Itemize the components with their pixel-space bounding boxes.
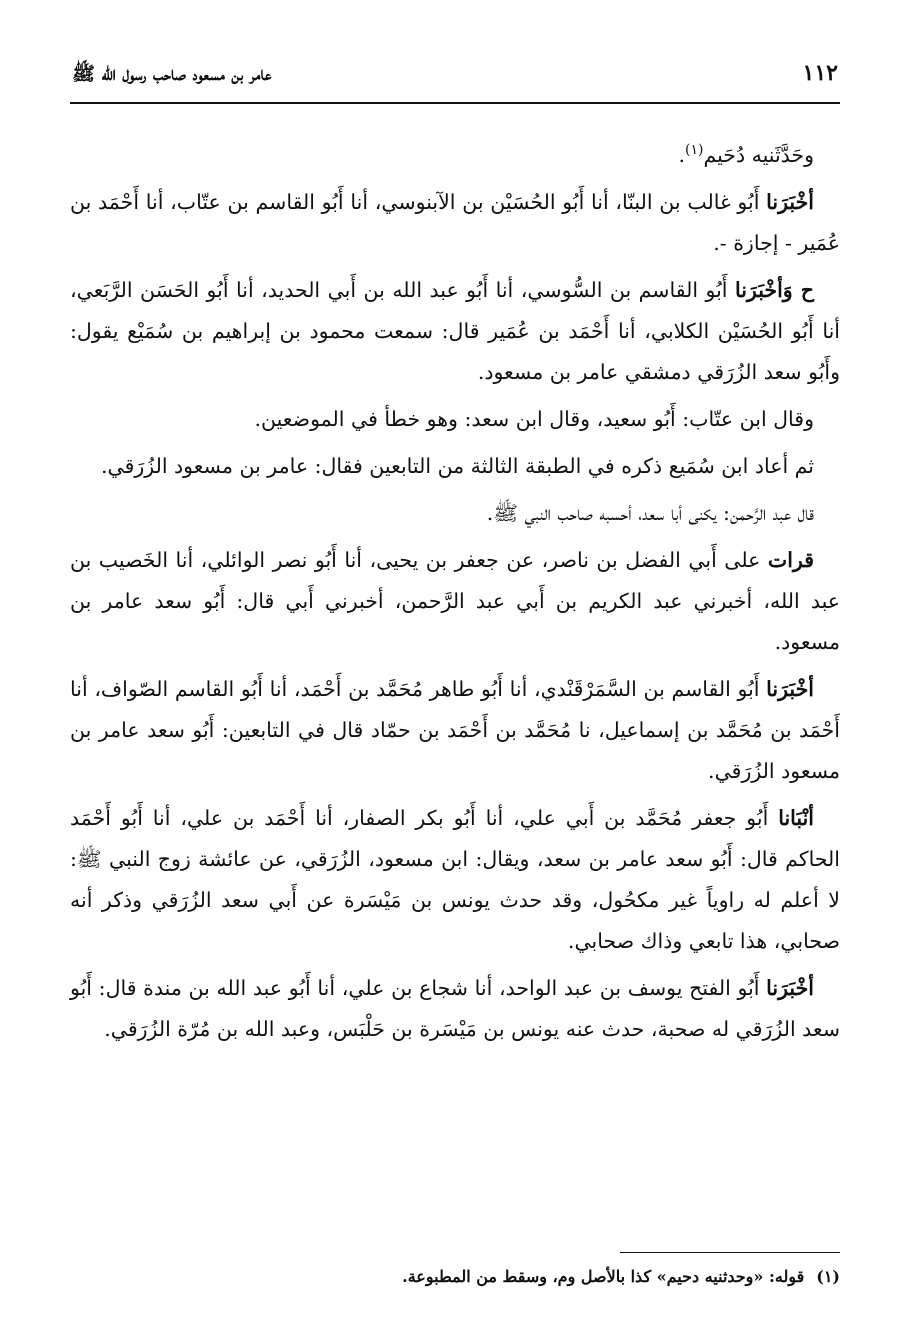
- paragraph: [70, 399, 840, 440]
- paragraph-text: أَبُو القاسم بن السَّمَرْقَنْدي، أنا أَبُو طاهر مُحَمَّد بن أَحْمَد، أنا أَبُو القاسم الصّواف، أنا أَحْمَد بن مُحَمَّد بن إسماعيل، نا مُحَمَّد بن أَحْمَد بن حمّاد قال في التابعين: أَبُو سعد عامر بن مسعود الزُرَقي.: [70, 676, 840, 783]
- paragraph-lead: قرات: [767, 547, 814, 572]
- paragraph-tail: .: [678, 142, 685, 167]
- footnote: [70, 1264, 840, 1290]
- book-page: [70, 60, 840, 1300]
- paragraph: [70, 798, 840, 962]
- footnote-text: قوله: «وحدثنيه دحيم» كذا بالأصل وم، وسقط من المطبوعة.: [402, 1267, 805, 1286]
- paragraph-text: على أَبي الفضل بن ناصر، عن جعفر بن يحيى، أنا أَبُو نصر الوائلي، أنا الخَصيب بن عبد الله، أخبرني عبد الكريم بن أَبي عبد الرَّحمن، أخبرني أَبي قال: أَبُو سعد عامر بن مسعود.: [70, 547, 840, 654]
- paragraph: [70, 669, 840, 792]
- paragraph: [70, 540, 840, 663]
- footnote-reference[interactable]: (١): [684, 142, 704, 158]
- paragraph-text: قال عبد الرَّحمن: يكنى أبا سعد، أحسبه صاحب النبي ﷺ.: [486, 500, 814, 525]
- paragraph-lead: أخْبَرَنا: [766, 975, 814, 1000]
- paragraph: [70, 130, 840, 176]
- paragraph: [70, 493, 840, 534]
- paragraph: [70, 968, 840, 1050]
- paragraph-lead: أنْبَانا: [778, 805, 814, 830]
- paragraph-text: وقال ابن عتّاب: أَبُو سعيد، وقال ابن سعد: وهو خطأ في الموضعين.: [254, 406, 814, 431]
- footnote-divider: [620, 1252, 840, 1253]
- paragraph: [70, 270, 840, 393]
- main-text: [70, 130, 840, 1050]
- paragraph-text: وحَدَّثَنيه دُحَيم: [703, 142, 814, 167]
- paragraph-lead: أخْبَرَنا: [766, 189, 814, 214]
- page-number: ١١٢: [802, 60, 838, 86]
- paragraph: [70, 182, 840, 264]
- paragraph-text: أَبُو غالب بن البنّا، أنا أَبُو الحُسَيْن بن الآبنوسي، أنا أَبُو القاسم بن عتّاب، أنا أَحْمَد بن عُمَير - إجازة -.: [70, 189, 840, 255]
- running-head: [70, 60, 840, 104]
- paragraph-text: ثم أعاد ابن سُمَيع ذكره في الطبقة الثالثة من التابعين فقال: عامر بن مسعود الزُرَقي.: [100, 453, 814, 478]
- footnote-number: (١): [816, 1267, 840, 1286]
- paragraph-text: أَبُو القاسم بن السُّوسي، أنا أَبُو عبد الله بن أَبي الحديد، أنا أَبُو الحَسَن الرَّبَعي، أنا أَبُو الحُسَيْن الكلابي، أنا أَحْمَد بن عُمَير قال: سمعت محمود بن إبراهيم بن سُمَيْع يقول: وأَبُو سعد الزُرَقي دمشقي عامر بن مسعود.: [70, 277, 840, 384]
- paragraph: [70, 446, 840, 487]
- paragraph-text: أَبُو جعفر مُحَمَّد بن أَبي علي، أنا أَبُو بكر الصفار، أنا أَحْمَد بن علي، أنا أَبُو أَحْمَد الحاكم قال: أَبُو سعد عامر بن سعد، ويقال: ابن مسعود، الزُرَقي، عن عائشة زوج النبي ﷺ: لا أعلم له راوياً غير مكحُول، وقد حدث يونس بن مَيْسَرة عن أَبي سعد الزُرَقي وذكر أنه صحابي، هذا تابعي وذاك صحابي.: [70, 805, 840, 953]
- running-title: عامر بن مسعود صاحب رسول الله ﷺ: [72, 63, 272, 85]
- paragraph-text: أَبُو الفتح يوسف بن عبد الواحد، أنا شجاع بن علي، أنا أَبُو عبد الله بن مندة قال: أَبُو سعد الزُرَقي له صحبة، حدث عنه يونس بن مَيْسَرة بن حَلْبَس، وعبد الله بن مُرّة الزُرَقي.: [70, 975, 840, 1041]
- paragraph-lead: ح وَأخْبَرَنا: [734, 277, 814, 302]
- paragraph-lead: أخْبَرَنا: [766, 676, 814, 701]
